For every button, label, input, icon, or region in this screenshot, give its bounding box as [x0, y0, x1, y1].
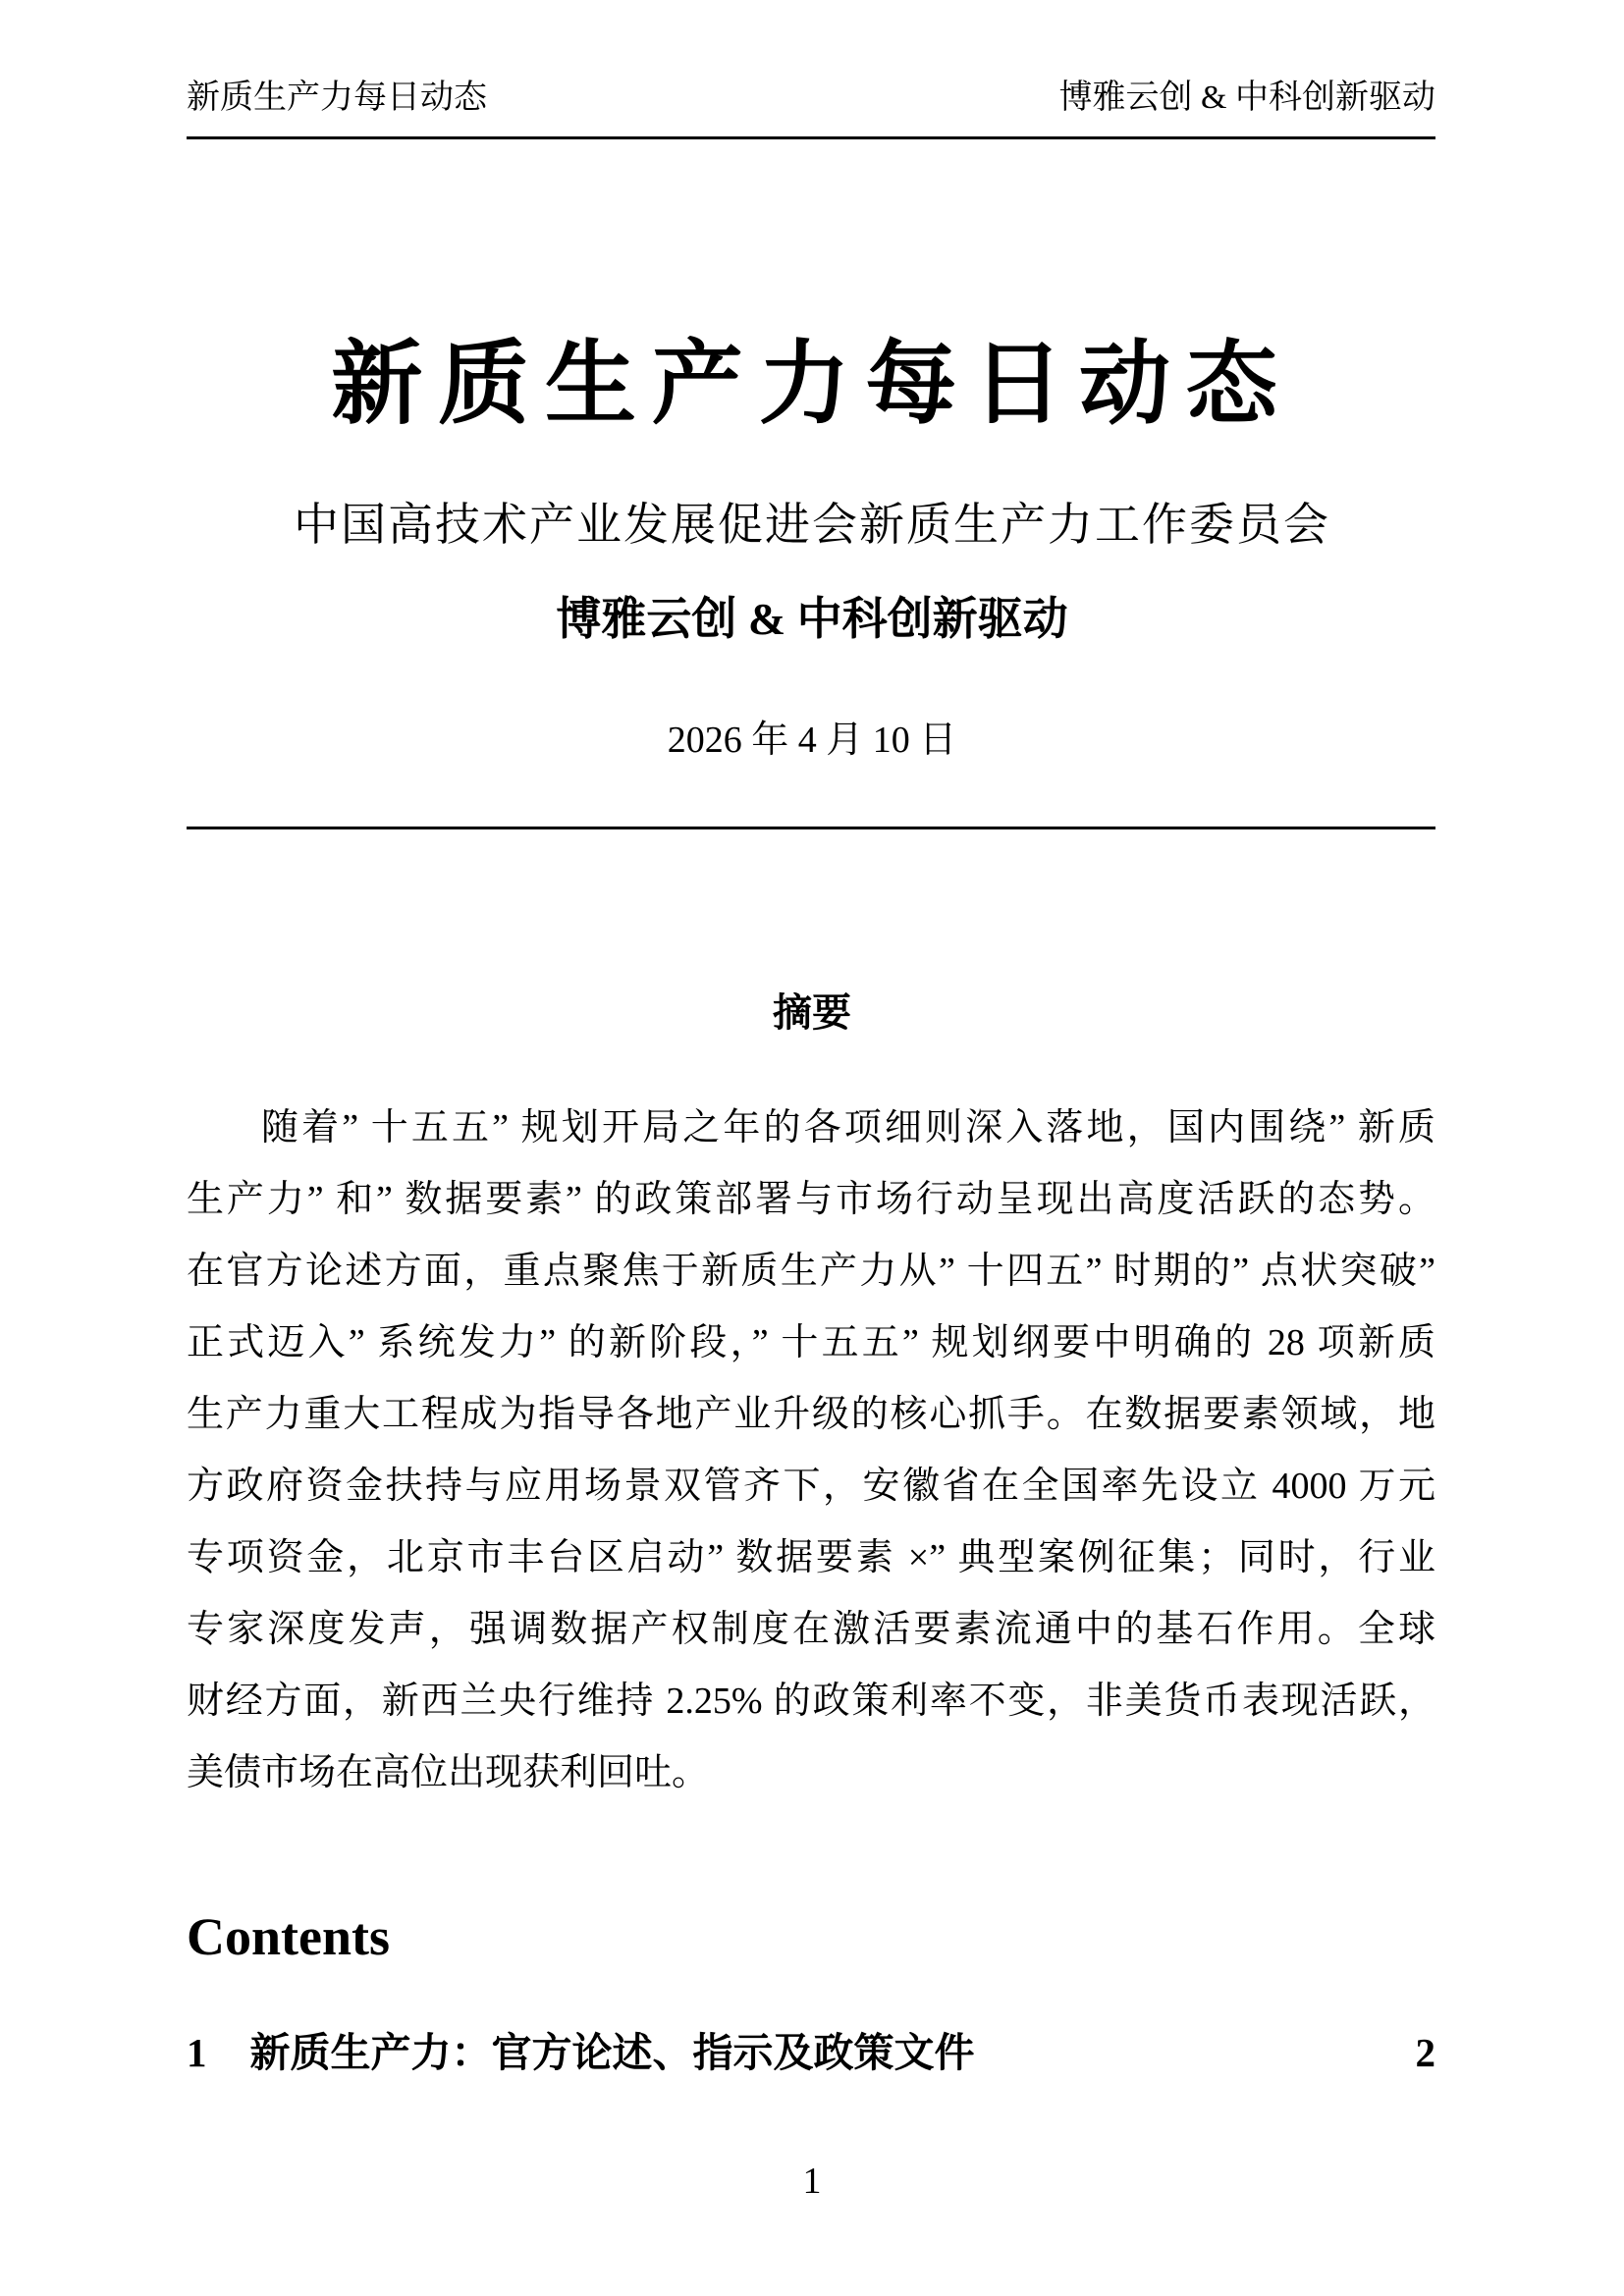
document-subtitle: 中国高技术产业发展促进会新质生产力工作委员会 [294, 500, 1330, 550]
abstract-body [187, 1093, 1435, 1809]
table-of-contents [187, 2028, 1435, 2077]
abstract-line: 财经方面，新西兰央行维持 2.25% 的政策利率不变，非美货币表现活跃， [187, 1681, 1435, 1722]
title-rule [187, 827, 1435, 829]
document-date: 2026 年 4 月 10 日 [667, 720, 957, 761]
toc-entry-number: 1 [187, 2030, 207, 2075]
abstract-line: 生产力” 和” 数据要素” 的政策部署与市场行动呈现出高度活跃的态势。 [187, 1179, 1435, 1220]
toc-entry-title: 新质生产力：官方论述、指示及政策文件 [249, 2030, 975, 2075]
abstract-line: 美债市场在高位出现获利回吐。 [187, 1752, 710, 1793]
abstract-line: 生产力重大工程成为指导各地产业升级的核心抓手。在数据要素领域，地 [187, 1394, 1435, 1435]
abstract-line: 专项资金，北京市丰台区启动” 数据要素 ×” 典型案例征集；同时，行业 [187, 1537, 1435, 1578]
abstract-heading: 摘要 [773, 990, 851, 1035]
abstract-line: 正式迈入” 系统发力” 的新阶段，” 十五五” 规划纲要中明确的 28 项新质 [187, 1322, 1435, 1363]
document-authors: 博雅云创 & 中科创新驱动 [556, 594, 1068, 644]
running-header-right: 博雅云创 & 中科创新驱动 [1058, 80, 1435, 116]
running-header-left: 新质生产力每日动态 [187, 80, 487, 116]
abstract-line: 随着” 十五五” 规划开局之年的各项细则深入落地，国内围绕” 新质 [261, 1107, 1435, 1148]
toc-entry-page: 2 [1415, 2030, 1435, 2075]
header-rule [187, 136, 1435, 139]
contents-heading: Contents [187, 1907, 391, 1966]
abstract-line: 专家深度发声，强调数据产权制度在激活要素流通中的基石作用。全球 [187, 1609, 1435, 1650]
toc-entry[interactable] [187, 2028, 1435, 2077]
page-number: 1 [802, 2161, 822, 2202]
abstract-line: 方政府资金扶持与应用场景双管齐下，安徽省在全国率先设立 4000 万元 [187, 1466, 1435, 1507]
document-title: 新质生产力每日动态 [331, 335, 1293, 436]
abstract-line: 在官方论述方面，重点聚焦于新质生产力从” 十四五” 时期的” 点状突破” [187, 1251, 1435, 1292]
